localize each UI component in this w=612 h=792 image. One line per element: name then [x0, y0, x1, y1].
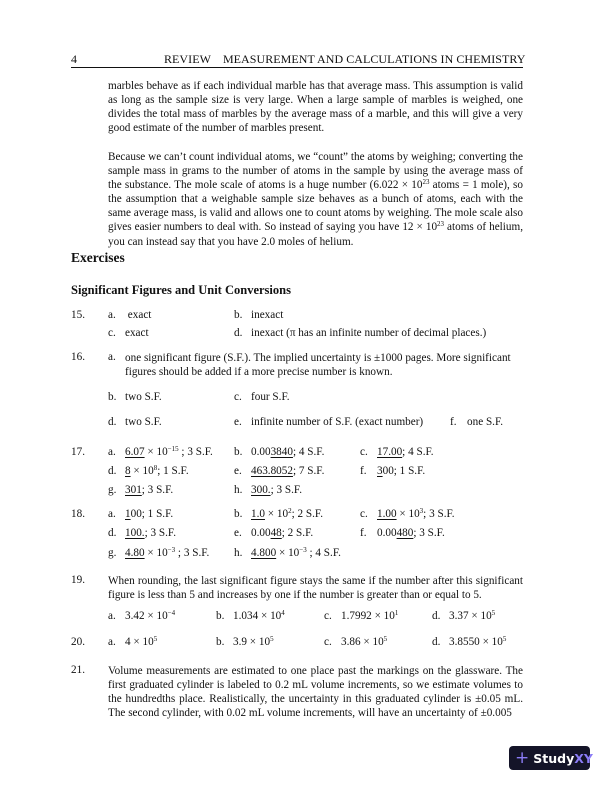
exercise-15-row-2 [0, 327, 612, 343]
item-letter: b. [234, 508, 243, 520]
answer-19a [108, 610, 175, 622]
exponent: 5 [502, 635, 507, 643]
exercise-17-row-1 [0, 446, 612, 462]
exercise-19-row-1 [0, 574, 612, 601]
exponent: 1 [394, 609, 399, 617]
answer-17e [234, 465, 324, 477]
exercise-21-text: Volume measurements are estimated to one place past the markings on the glassware. The first graduated cylinder is labeled to 0.2 mL volume increments, so we estimate volumes to the hundredths place. Realistically, the uncertainty in this graduated cylinder is ±0.05 mL. The second cylinder, with 0.02 mL volume increments, will have an uncertainty of ±0.005 [108, 665, 523, 719]
exercise-18-row-1 [0, 508, 612, 524]
item-letter: d. [108, 527, 117, 539]
significant-digits: 17.00 [377, 446, 403, 458]
item-letter: c. [234, 391, 242, 403]
answer-18a [108, 508, 173, 520]
exponent: 23 [422, 178, 430, 187]
significant-digits: 1.00 [377, 508, 397, 520]
answer-18h [234, 547, 341, 559]
exercise-number: 18. [71, 508, 85, 520]
significant-digits: 300. [251, 484, 271, 496]
item-letter: d. [234, 327, 243, 339]
item-letter: b. [216, 636, 225, 648]
item-text: exact [125, 327, 149, 339]
exercise-16-row-1 [0, 351, 612, 378]
answer-19d [432, 610, 495, 622]
item-letter: b. [216, 610, 225, 622]
exponent: 3 [419, 507, 424, 515]
significant-digits: 48 [270, 527, 282, 539]
exponent: −3 [299, 546, 307, 554]
item-text: × 10 [264, 508, 289, 520]
item-letter: d. [108, 465, 117, 477]
text-span: Because we can’t count individual atoms, we “count” the atoms by weighing; converting the sample mass in grams to the number of atoms in the sample by using the average mass of the substance. The mole scale of atoms is a huge number (6.022 × 10 [108, 151, 523, 192]
item-text: 4 × 10 [125, 636, 154, 648]
header-title [164, 52, 525, 67]
item-text: two S.F. [125, 391, 162, 403]
item-letter: g. [108, 484, 117, 496]
item-text: ; 3 S.F. [270, 484, 303, 496]
exercise-16-row-2 [0, 391, 612, 407]
header-section: REVIEW [164, 52, 211, 66]
item-text: 3.42 × 10 [125, 610, 168, 622]
section-heading-exercises: Exercises [71, 250, 125, 265]
item-letter: b. [234, 446, 243, 458]
item-text: ; 3 S.F. [144, 527, 177, 539]
answer-15a [108, 309, 151, 321]
answer-20a [108, 636, 157, 648]
significant-digits: 3 [377, 465, 383, 477]
exponent: −3 [167, 546, 176, 554]
item-letter: b. [108, 391, 117, 403]
answer-18c [360, 508, 455, 520]
answer-19b [216, 610, 285, 622]
item-text: four S.F. [251, 391, 290, 403]
text-span: atoms = 1 mole), so the assumption that a weighable sample size behaves as a bunch of atoms, each with the same average mass, is valid and allows one to count atoms by weighing. The mole scale also gives easier numbers to deal with. So instead of saying you have 12 × 10 [108, 179, 523, 234]
item-text: ; 2 S.F. [291, 508, 324, 520]
exercise-number: 17. [71, 446, 85, 458]
item-text: ; 2 S.F. [281, 527, 314, 539]
item-letter: e. [234, 416, 242, 428]
exercise-19-text: When rounding, the last significant figure stays the same if the number after this significant figure is less than 5 and increases by one if the number is greater than or equal to 5. [108, 575, 523, 601]
answer-19c [324, 610, 398, 622]
item-text: ; 3 S.F. [178, 446, 213, 458]
exercise-15-row-1 [0, 309, 612, 325]
brand-name-part: Study [533, 750, 575, 766]
answer-16b [108, 391, 162, 403]
intro-paragraph-1: marbles behave as if each individual marble has that average mass. This assumption is valid as long as the sample size is very large. When a large sample of marbles is weighed, one divides the total mass of marbles by the average mass of a marble, and this will give a very good estimate of the number of marbles present. [108, 80, 523, 135]
significant-digits: 3840 [270, 446, 293, 458]
exponent: 4 [281, 609, 285, 617]
exercise-19-row-2 [0, 610, 612, 626]
item-text: ; 4 S.F. [292, 446, 325, 458]
item-text: 3.9 × 10 [233, 636, 271, 648]
item-text: ; 3 S.F. [423, 508, 455, 520]
item-letter: a. [108, 636, 116, 648]
item-letter: d. [432, 636, 441, 648]
item-letter: e. [234, 465, 242, 477]
significant-digits: 4.800 [251, 547, 277, 559]
significant-digits: 1.0 [251, 508, 265, 520]
answer-16a-letter: a. [108, 351, 116, 363]
exercise-17-row-3 [0, 484, 612, 500]
exponent: 23 [437, 220, 445, 229]
item-text: × 10 [396, 508, 420, 520]
item-text: 0.00 [377, 527, 397, 539]
item-letter: a. [108, 610, 116, 622]
item-text: ; 3 S.F. [175, 547, 210, 559]
exercise-17-row-2 [0, 465, 612, 481]
item-text: ; 4 S.F. [402, 446, 434, 458]
exponent: 5 [270, 635, 274, 643]
exponent: −4 [167, 609, 176, 617]
item-text: 00; 1 S.F. [382, 465, 426, 477]
answer-20b [216, 636, 274, 648]
item-text: 0.00 [251, 527, 271, 539]
exercise-number: 20. [71, 636, 85, 648]
item-text: infinite number of S.F. (exact number) [251, 416, 424, 428]
answer-16f [450, 416, 503, 428]
item-text: 1.034 × 10 [233, 610, 282, 622]
brand-name-accent: XY [574, 750, 593, 766]
item-text: inexact (π has an infinite number of decimal places.) [251, 327, 487, 339]
significant-digits: 301 [125, 484, 142, 496]
exponent: −15 [167, 445, 179, 453]
item-letter: f. [360, 527, 367, 539]
answer-17c [360, 446, 434, 458]
answer-18g [108, 547, 209, 559]
answer-16c [234, 391, 290, 403]
text-span: atoms of helium, you can instead say that you have 2.0 moles of helium. [108, 221, 523, 248]
item-text: × 10 [130, 465, 154, 477]
item-text: × 10 [144, 446, 168, 458]
significant-digits: 8 [125, 465, 131, 477]
intro-paragraph-2 [108, 150, 523, 249]
item-text: 3.8550 × 10 [449, 636, 503, 648]
answer-18b [234, 508, 323, 520]
item-text: one S.F. [467, 416, 504, 428]
item-text: 00; 1 S.F. [130, 508, 174, 520]
exponent: 5 [491, 609, 496, 617]
item-text: 0.00 [251, 446, 271, 458]
item-letter: a. [108, 446, 116, 458]
exercise-21-row [0, 664, 612, 719]
item-text: ; 1 S.F. [157, 465, 189, 477]
item-text: two S.F. [125, 416, 162, 428]
answer-16e [234, 416, 423, 428]
item-text: × 10 [144, 547, 168, 559]
item-letter: d. [108, 416, 117, 428]
answer-18e [234, 527, 313, 539]
item-letter: c. [108, 327, 116, 339]
item-text: ; 7 S.F. [292, 465, 325, 477]
significant-digits: 1 [125, 508, 131, 520]
item-letter: c. [360, 446, 368, 458]
answer-17f [360, 465, 425, 477]
item-letter: f. [360, 465, 367, 477]
answer-15c [108, 327, 149, 339]
item-text: 3.86 × 10 [341, 636, 384, 648]
item-letter: h. [234, 484, 243, 496]
item-letter: e. [234, 527, 242, 539]
exercise-number: 16. [71, 351, 85, 363]
item-text: × 10 [276, 547, 300, 559]
exercise-number: 15. [71, 309, 85, 321]
item-text: ; 3 S.F. [413, 527, 445, 539]
answer-15b [234, 309, 283, 321]
item-text: ; 3 S.F. [141, 484, 174, 496]
item-text: exact [127, 309, 152, 321]
item-letter: c. [324, 636, 332, 648]
item-letter: b. [234, 309, 243, 321]
exponent: 5 [383, 635, 388, 643]
answer-17b [234, 446, 324, 458]
significant-digits: 480 [396, 527, 414, 539]
item-text: inexact [251, 309, 284, 321]
exercise-18-row-3 [0, 547, 612, 563]
item-letter: a. [108, 309, 116, 321]
exercise-18-row-2 [0, 527, 612, 543]
answer-17d [108, 465, 189, 477]
significant-digits: 100. [125, 527, 145, 539]
exponent: 5 [153, 635, 158, 643]
item-letter: d. [432, 610, 441, 622]
answer-20c [324, 636, 387, 648]
significant-digits: 463.8052 [251, 465, 293, 477]
exercise-number: 19. [71, 574, 85, 586]
item-letter: g. [108, 547, 117, 559]
running-header [71, 51, 526, 68]
item-letter: h. [234, 547, 243, 559]
answer-16d [108, 416, 162, 428]
answer-18d [108, 527, 176, 539]
item-letter: a. [108, 508, 116, 520]
exponent: 8 [153, 464, 158, 472]
exponent: 2 [288, 507, 292, 515]
answer-17a [108, 446, 213, 458]
brand-name [533, 751, 593, 766]
exercise-16-row-3 [0, 416, 612, 432]
subsection-heading: Significant Figures and Unit Conversions [71, 283, 291, 297]
studyxy-watermark-badge[interactable] [509, 746, 593, 770]
exercise-20-row [0, 636, 612, 652]
answer-20d [432, 636, 506, 648]
significant-digits: 4.80 [125, 547, 145, 559]
header-chapter-title: MEASUREMENT AND CALCULATIONS IN CHEMISTRY [222, 52, 526, 66]
item-letter: f. [450, 416, 457, 428]
item-text: ; 4 S.F. [306, 547, 341, 559]
item-letter: c. [324, 610, 332, 622]
item-text: 3.37 × 10 [449, 610, 492, 622]
answer-18f [360, 527, 445, 539]
plus-icon: + [515, 747, 530, 768]
item-letter: c. [360, 508, 368, 520]
answer-15d [234, 327, 486, 339]
answer-17g [108, 484, 173, 496]
page-number: 4 [71, 52, 77, 66]
exercise-number: 21. [71, 664, 85, 676]
answer-16a: one significant figure (S.F.). The implied uncertainty is ±1000 pages. More significant figures should be added if a more precise number is known. [125, 352, 511, 378]
item-text: 1.7992 × 10 [341, 610, 395, 622]
significant-digits: 6.07 [125, 446, 145, 458]
answer-17h [234, 484, 302, 496]
